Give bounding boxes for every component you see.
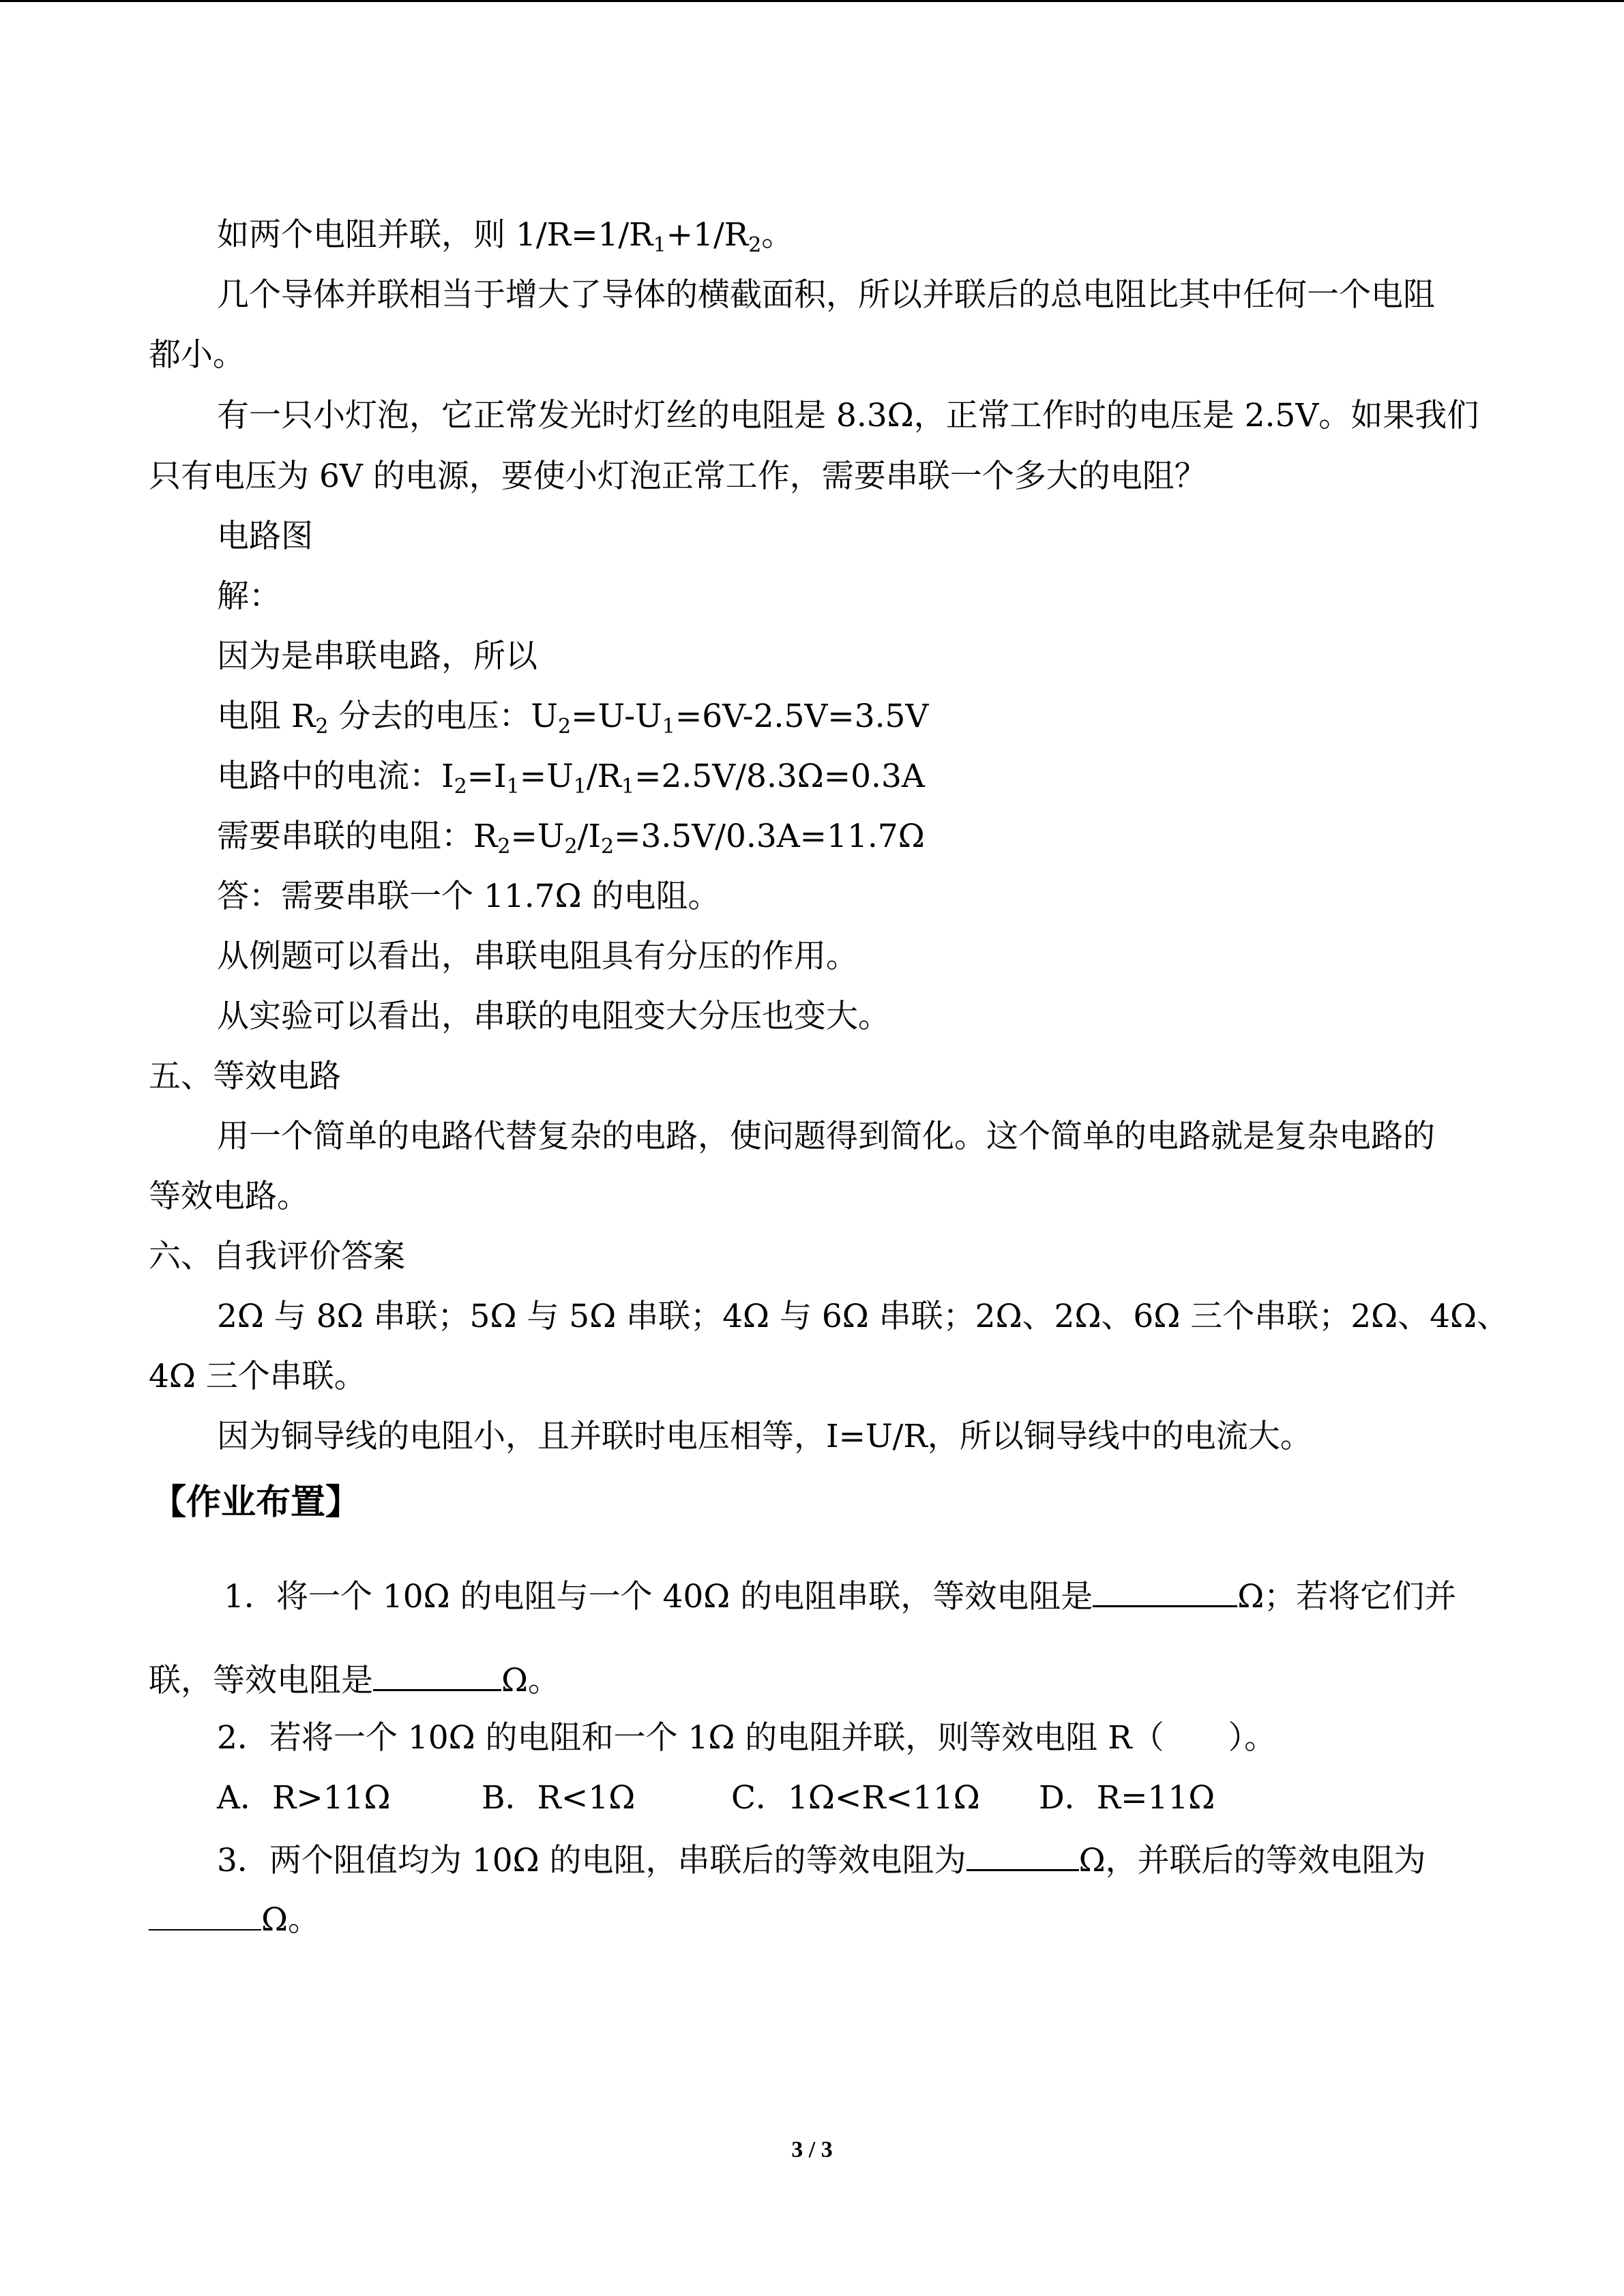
page-top-border xyxy=(0,0,1624,2)
subscript: 2 xyxy=(600,835,615,859)
question-text: 联，等效电阻是 xyxy=(149,1662,373,1699)
paragraph-line: 4Ω 三个串联。 xyxy=(149,1358,366,1395)
section-title: 六、自我评价答案 xyxy=(149,1238,405,1275)
subscript: 1 xyxy=(621,775,635,799)
subscript: 2 xyxy=(748,233,762,257)
question-text: Ω。 xyxy=(261,1901,320,1939)
paragraph-line: 2Ω 与 8Ω 串联；5Ω 与 5Ω 串联；4Ω 与 6Ω 串联；2Ω、2Ω、6Ω 三个串联；2Ω、4Ω、 xyxy=(217,1298,1509,1335)
solution-step xyxy=(217,696,928,737)
solution-step xyxy=(217,816,925,857)
solution-label: 解： xyxy=(217,578,281,615)
subscript: 1 xyxy=(573,775,587,799)
formula-text: /I xyxy=(577,818,601,855)
formula-text: 如两个电阻并联，则 1/R=1/R xyxy=(217,216,653,254)
formula-text: 电路中的电流：I xyxy=(217,758,454,795)
option-c[interactable]: C．1Ω<R<11Ω xyxy=(731,1779,980,1817)
question-text: 1．将一个 10Ω 的电阻与一个 40Ω 的电阻串联，等效电阻是 xyxy=(224,1578,1093,1615)
subscript: 1 xyxy=(653,233,666,257)
answer-blank[interactable] xyxy=(373,1658,501,1691)
option-b[interactable]: B．R<1Ω xyxy=(482,1779,636,1817)
homework-heading: 【作业布置】 xyxy=(151,1482,361,1523)
question-3-line-2 xyxy=(149,1898,320,1941)
paragraph-line: 有一只小灯泡，它正常发光时灯丝的电阻是 8.3Ω，正常工作时的电压是 2.5V。如果我们 xyxy=(217,397,1479,434)
question-3-line-1 xyxy=(217,1838,1426,1881)
paragraph-line: 几个导体并联相当于增大了导体的横截面积，所以并联后的总电阻比其中任何一个电阻 xyxy=(217,276,1435,314)
subscript: 2 xyxy=(454,775,467,799)
formula-text: 分去的电压：U xyxy=(328,698,558,735)
formula-text: =U xyxy=(519,758,574,795)
subscript: 2 xyxy=(497,835,511,859)
subscript: 2 xyxy=(564,835,578,859)
question-text: Ω；若将它们并 xyxy=(1237,1578,1457,1615)
question-1-line-2 xyxy=(149,1658,560,1701)
formula-text: =U-U xyxy=(571,698,662,735)
page-number: 3 / 3 xyxy=(791,2137,833,2162)
subscript: 2 xyxy=(557,715,572,739)
formula-text: 需要串联的电阻：R xyxy=(217,818,498,855)
formula-text: /R xyxy=(586,758,622,795)
paragraph-line: 因为铜导线的电阻小，且并联时电压相等，I=U/R，所以铜导线中的电流大。 xyxy=(217,1418,1312,1455)
paragraph-line: 都小。 xyxy=(149,336,245,374)
formula-text: =6V-2.5V=3.5V xyxy=(675,698,929,735)
question-text: 3．两个阻值均为 10Ω 的电阻，串联后的等效电阻为 xyxy=(217,1842,966,1879)
question-2: 2．若将一个 10Ω 的电阻和一个 1Ω 的电阻并联，则等效电阻 R（ ）。 xyxy=(217,1719,1277,1757)
solution-step xyxy=(217,756,925,797)
solution-step: 因为是串联电路，所以 xyxy=(217,638,537,675)
paragraph-line: 只有电压为 6V 的电源，要使小灯泡正常工作，需要串联一个多大的电阻？ xyxy=(149,458,1207,495)
parallel-formula-line xyxy=(217,215,793,256)
formula-text: 。 xyxy=(761,216,794,254)
subscript: 1 xyxy=(506,775,520,799)
subscript: 2 xyxy=(315,715,329,739)
conclusion-line: 从实验可以看出，串联的电阻变大分压也变大。 xyxy=(217,998,890,1035)
formula-text: +1/R xyxy=(666,216,749,254)
question-1-line-1 xyxy=(224,1574,1456,1617)
paragraph-line: 等效电路。 xyxy=(149,1178,309,1215)
formula-text: =U xyxy=(510,818,565,855)
option-d[interactable]: D．R=11Ω xyxy=(1039,1779,1215,1817)
answer-blank[interactable] xyxy=(1093,1574,1237,1607)
question-text: Ω。 xyxy=(501,1662,560,1699)
formula-text: 电阻 R xyxy=(217,698,316,735)
answer-blank[interactable] xyxy=(149,1898,261,1930)
formula-text: =2.5V/8.3Ω=0.3A xyxy=(634,758,925,795)
section-title: 五、等效电路 xyxy=(149,1058,341,1095)
circuit-diagram-label: 电路图 xyxy=(217,518,313,555)
answer-blank[interactable] xyxy=(966,1838,1079,1871)
answer-line: 答：需要串联一个 11.7Ω 的电阻。 xyxy=(217,878,720,915)
formula-text: =I xyxy=(467,758,507,795)
conclusion-line: 从例题可以看出，串联电阻具有分压的作用。 xyxy=(217,938,858,975)
formula-text: =3.5V/0.3A=11.7Ω xyxy=(614,818,925,855)
subscript: 1 xyxy=(662,715,675,739)
question-text: Ω，并联后的等效电阻为 xyxy=(1078,1842,1426,1879)
paragraph-line: 用一个简单的电路代替复杂的电路，使问题得到简化。这个简单的电路就是复杂电路的 xyxy=(217,1118,1435,1155)
option-a[interactable]: A．R>11Ω xyxy=(217,1779,391,1817)
